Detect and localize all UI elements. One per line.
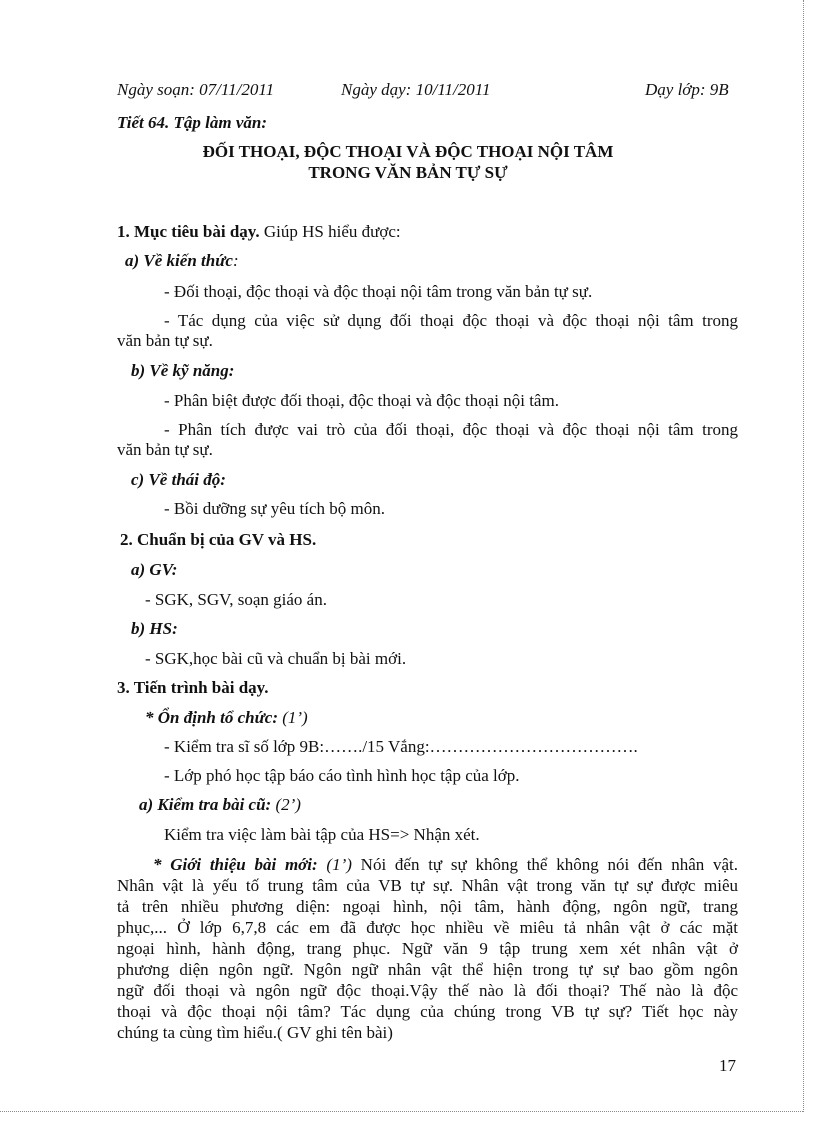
class-label: Dạy lớp: 9B <box>645 80 729 99</box>
intro-line-5: ngoại hình, hành động, trang phục. Ngữ văn 9 tập trung xem xét nhân vật ở <box>117 939 738 958</box>
intro-line-9: chúng ta cùng tìm hiểu.( GV ghi tên bài) <box>117 1023 393 1042</box>
page-title-line1: ĐỐI THOẠI, ĐỘC THOẠI VÀ ĐỘC THOẠI NỘI TÂM <box>202 142 614 161</box>
knowledge-item-2-line2: văn bản tự sự. <box>117 331 213 350</box>
organization-item-2: - Lớp phó học tập báo cáo tình hình học tập của lớp. <box>164 766 520 785</box>
section1-heading <box>117 222 401 242</box>
student-item: - SGK,học bài cũ và chuẩn bị bài mới. <box>145 649 407 668</box>
teacher-label: a) GV: <box>131 560 178 579</box>
intro-line-3: tả trên nhiều phương diện: ngoại hình, nội tâm, hành động, ngôn ngữ, trang <box>117 897 738 916</box>
section1-heading-bold: 1. Mục tiêu bài dạy. <box>117 222 260 241</box>
lesson-label: Tiết 64. Tập làm văn: <box>117 113 267 132</box>
intro-line-7: ngữ đối thoại và ngôn ngữ độc thoại.Vậy thế nào là đối thoại? Thế nào là độc <box>117 981 738 1000</box>
page-border-bottom <box>0 1111 803 1112</box>
intro-line-4: phục,... Ở lớp 6,7,8 các em đã được học nhiều về miêu tả nhân vật ở các mặt <box>117 918 738 937</box>
teacher-item: - SGK, SGV, soạn giáo án. <box>145 590 327 609</box>
intro-line-2: Nhân vật là yếu tố trung tâm của VB tự sự. Nhân vật trong văn tự sự được miêu <box>117 876 738 895</box>
section3-heading: 3. Tiến trình bài dạy. <box>117 678 269 697</box>
knowledge-label-text: a) Về kiến thức <box>125 251 233 270</box>
skills-item-1: - Phân biệt được đối thoại, độc thoại và độc thoại nội tâm. <box>164 391 559 410</box>
intro-line-1 <box>153 855 738 875</box>
knowledge-item-2-line1: - Tác dụng của việc sử dụng đối thoại độc thoại và độc thoại nội tâm trong <box>164 311 738 330</box>
knowledge-label-colon: : <box>232 251 239 270</box>
attitude-item-1: - Bồi dưỡng sự yêu tích bộ môn. <box>164 499 386 518</box>
intro-time: (1’) <box>317 855 352 874</box>
section2-heading: 2. Chuẩn bị của GV và HS. <box>120 530 317 549</box>
organization-time: (1’) <box>277 708 308 727</box>
page-number: 17 <box>719 1056 736 1075</box>
intro-label: * Giới thiệu bài mới: <box>153 855 318 874</box>
skills-item-2-line2: văn bản tự sự. <box>117 440 213 459</box>
organization-item-1: - Kiểm tra sĩ số lớp 9B:……./15 Vắng:………………………………. <box>164 737 638 756</box>
knowledge-label <box>125 251 239 271</box>
skills-label: b) Về kỹ năng: <box>131 361 235 380</box>
review-label-text: a) Kiểm tra bài cũ: <box>139 795 272 814</box>
organization-label <box>145 708 308 728</box>
section1-heading-rest: Giúp HS hiểu được: <box>259 222 401 241</box>
student-label: b) HS: <box>131 619 178 638</box>
skills-item-2-line1: - Phân tích được vai trò của đối thoại, độc thoại và độc thoại nội tâm trong <box>164 420 738 439</box>
review-label <box>139 795 301 815</box>
knowledge-item-1: - Đối thoại, độc thoại và độc thoại nội tâm trong văn bản tự sự. <box>164 282 593 301</box>
intro-line-6: phương diện ngôn ngữ. Ngôn ngữ nhân vật thể hiện trong tự sự bao gồm ngôn <box>117 960 738 979</box>
attitude-label: c) Về thái độ: <box>131 470 226 489</box>
review-item: Kiểm tra việc làm bài tập của HS=> Nhận xét. <box>164 825 480 844</box>
prep-date: Ngày soạn: 07/11/2011 <box>117 80 275 99</box>
teach-date: Ngày dạy: 10/11/2011 <box>341 80 491 99</box>
intro-line-1-text: Nói đến tự sự không thể không nói đến nhân vật. <box>351 855 739 874</box>
review-time: (2’) <box>271 795 301 814</box>
page-title-line2: TRONG VĂN BẢN TỰ SỰ <box>308 163 508 182</box>
organization-label-text: * Ổn định tổ chức: <box>145 708 278 727</box>
intro-line-8: thoại và độc thoại nội tâm? Tác dụng của chúng trong VB tự sự? Tiết học này <box>117 1002 738 1021</box>
